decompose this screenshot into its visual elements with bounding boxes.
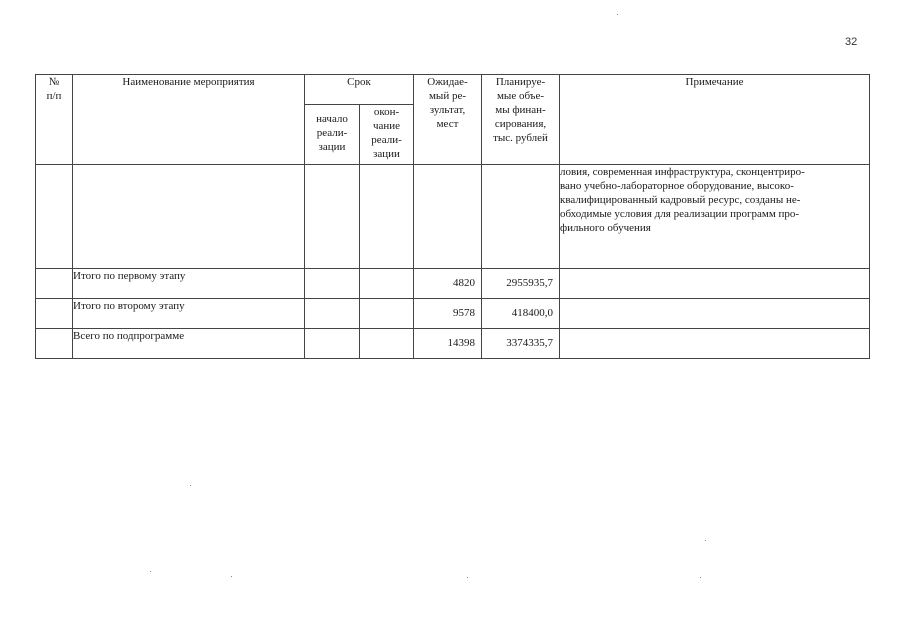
cell-empty bbox=[305, 165, 360, 269]
header-start bbox=[305, 105, 360, 165]
cell-empty bbox=[560, 329, 870, 359]
cell-expected: 4820 bbox=[414, 269, 482, 299]
header-note-label: Примечание bbox=[685, 76, 744, 88]
page-number: 32 bbox=[845, 36, 858, 48]
table-row bbox=[36, 299, 870, 329]
cell-empty bbox=[36, 165, 73, 269]
financing-table bbox=[35, 74, 870, 359]
cell-empty bbox=[360, 299, 414, 329]
note-text: ловия, современная инфраструктура, сконцентриро- вано учебно-лабораторное оборудование, высоко- квалифицированный кадровый ресурс, созданы не- обходимые условия для реализации программ про- фильного обучения bbox=[560, 166, 805, 235]
cell-empty bbox=[482, 165, 560, 269]
cell-row-name: Итого по первому этапу bbox=[73, 269, 305, 299]
header-name bbox=[73, 75, 305, 165]
cell-empty bbox=[305, 329, 360, 359]
header-row-top bbox=[36, 75, 870, 105]
scan-speck bbox=[700, 577, 701, 578]
cell-empty bbox=[360, 165, 414, 269]
scan-speck bbox=[467, 577, 468, 578]
cell-empty bbox=[305, 299, 360, 329]
cell-empty bbox=[36, 269, 73, 299]
header-expected-label: Ожидае- мый ре- зультат, мест bbox=[427, 76, 468, 131]
scan-speck bbox=[190, 485, 191, 486]
cell-row-name: Итого по второму этапу bbox=[73, 299, 305, 329]
table-row bbox=[36, 329, 870, 359]
cell-empty bbox=[360, 329, 414, 359]
cell-expected: 9578 bbox=[414, 299, 482, 329]
header-num bbox=[36, 75, 73, 165]
cell-empty bbox=[560, 269, 870, 299]
cell-planned: 3374335,7 bbox=[482, 329, 560, 359]
cell-empty bbox=[36, 329, 73, 359]
scan-speck bbox=[150, 571, 151, 572]
cell-empty bbox=[560, 299, 870, 329]
header-name-label: Наименование мероприятия bbox=[122, 76, 255, 88]
cell-empty bbox=[36, 299, 73, 329]
header-start-label: начало реали- зации bbox=[316, 113, 348, 154]
cell-empty bbox=[414, 165, 482, 269]
header-expected bbox=[414, 75, 482, 165]
scan-speck bbox=[617, 14, 618, 15]
header-note bbox=[560, 75, 870, 165]
cell-note bbox=[560, 165, 870, 269]
header-end-label: окон- чание реали- зации bbox=[371, 106, 402, 161]
cell-row-name: Всего по подпрограмме bbox=[73, 329, 305, 359]
table-row-continuation bbox=[36, 165, 870, 269]
scan-speck bbox=[705, 540, 706, 541]
scan-speck bbox=[231, 576, 232, 577]
header-num-label: № п/п bbox=[46, 76, 62, 103]
cell-empty bbox=[360, 269, 414, 299]
header-end bbox=[360, 105, 414, 165]
header-planned-label: Планируе- мые объе- мы финан- сирования, тыс. рублей bbox=[493, 76, 548, 145]
header-term bbox=[305, 75, 414, 105]
cell-planned: 2955935,7 bbox=[482, 269, 560, 299]
cell-expected: 14398 bbox=[414, 329, 482, 359]
header-planned bbox=[482, 75, 560, 165]
header-term-label: Срок bbox=[347, 76, 371, 88]
table-row bbox=[36, 269, 870, 299]
cell-empty bbox=[305, 269, 360, 299]
cell-empty bbox=[73, 165, 305, 269]
cell-planned: 418400,0 bbox=[482, 299, 560, 329]
